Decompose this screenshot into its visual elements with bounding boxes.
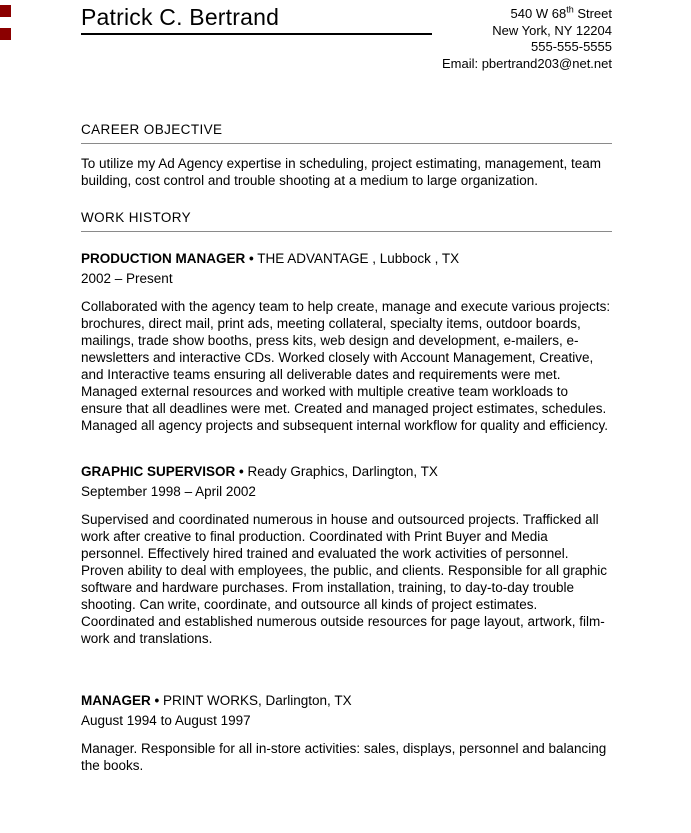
person-name: Patrick C. Bertrand xyxy=(81,4,280,30)
job-heading xyxy=(81,692,612,709)
address-city: New York, NY 12204 xyxy=(492,22,612,38)
address-street: 540 W 68th Street xyxy=(510,4,612,21)
job-entry xyxy=(81,463,612,647)
job-heading xyxy=(81,250,612,267)
job-entry xyxy=(81,250,612,434)
job-company: Ready Graphics, Darlington, TX xyxy=(247,464,438,479)
resume-content xyxy=(81,0,612,774)
job-dates: August 1994 to August 1997 xyxy=(81,713,251,728)
career-objective-text: To utilize my Ad Agency expertise in scheduling, project estimating, management, team building, cost control and trouble shooting at a medium to large organization. xyxy=(81,156,602,188)
resume-header xyxy=(81,0,612,108)
edge-marker xyxy=(0,28,11,40)
name-divider xyxy=(81,33,432,35)
contact-block xyxy=(442,6,612,72)
job-heading xyxy=(81,463,612,480)
job-title: PRODUCTION MANAGER xyxy=(81,251,246,266)
job-description: Manager. Responsible for all in-store activities: sales, displays, personnel and balancing the books. xyxy=(81,741,607,773)
job-bullet: • xyxy=(154,693,160,708)
street-ordinal-suffix: th xyxy=(566,4,574,15)
job-bullet: • xyxy=(239,464,244,479)
career-objective-heading: CAREER OBJECTIVE xyxy=(81,122,612,144)
job-description: Supervised and coordinated numerous in house and outsourced projects. Trafficked all work after creative to final production. Coordinated with Print Buyer and Media personnel. Effectively hired trained and evaluated the work activities of personnel. Proven ability to deal with employees, the public, and clients. Responsible for all graphic software and hardware purchases. From installation, training, to day-to-day trouble shooting. Can write, coordinate, and outsource all kinds of project estimates. Coordinated and established numerous outside resources for page layout, artwork, film-work and translations. xyxy=(81,512,608,646)
job-description: Collaborated with the agency team to help create, manage and execute various projects: brochures, direct mail, print ads, meeting collateral, specialty items, outdoor boards, mailings, trade show booths, press kits, web design and development, e-mailers, e-newsletters and interactive CDs. Worked closely with Account Management, Creative, and Interactive teams ensuring all deliverable dates and requirements were met. Managed external resources and worked with multiple creative team workloads to ensure that all deadlines were met. Created and managed project estimates, schedules. Managed all agency projects and subsequent internal workflow for quality and efficiency. xyxy=(81,299,611,433)
job-bullet: • xyxy=(249,251,254,266)
job-title: GRAPHIC SUPERVISOR xyxy=(81,464,236,479)
work-history-heading: WORK HISTORY xyxy=(81,210,612,232)
job-company: THE ADVANTAGE , Lubbock , TX xyxy=(257,251,460,266)
email-address: Email: pbertrand203@net.net xyxy=(441,55,612,71)
job-dates: 2002 – Present xyxy=(81,271,173,286)
phone-number: 555-555-5555 xyxy=(531,39,612,54)
job-title: MANAGER xyxy=(81,693,151,708)
job-entry xyxy=(81,692,612,774)
job-company: PRINT WORKS, Darlington, TX xyxy=(163,693,352,708)
edge-marker xyxy=(0,5,11,17)
job-dates: September 1998 – April 2002 xyxy=(81,484,256,499)
